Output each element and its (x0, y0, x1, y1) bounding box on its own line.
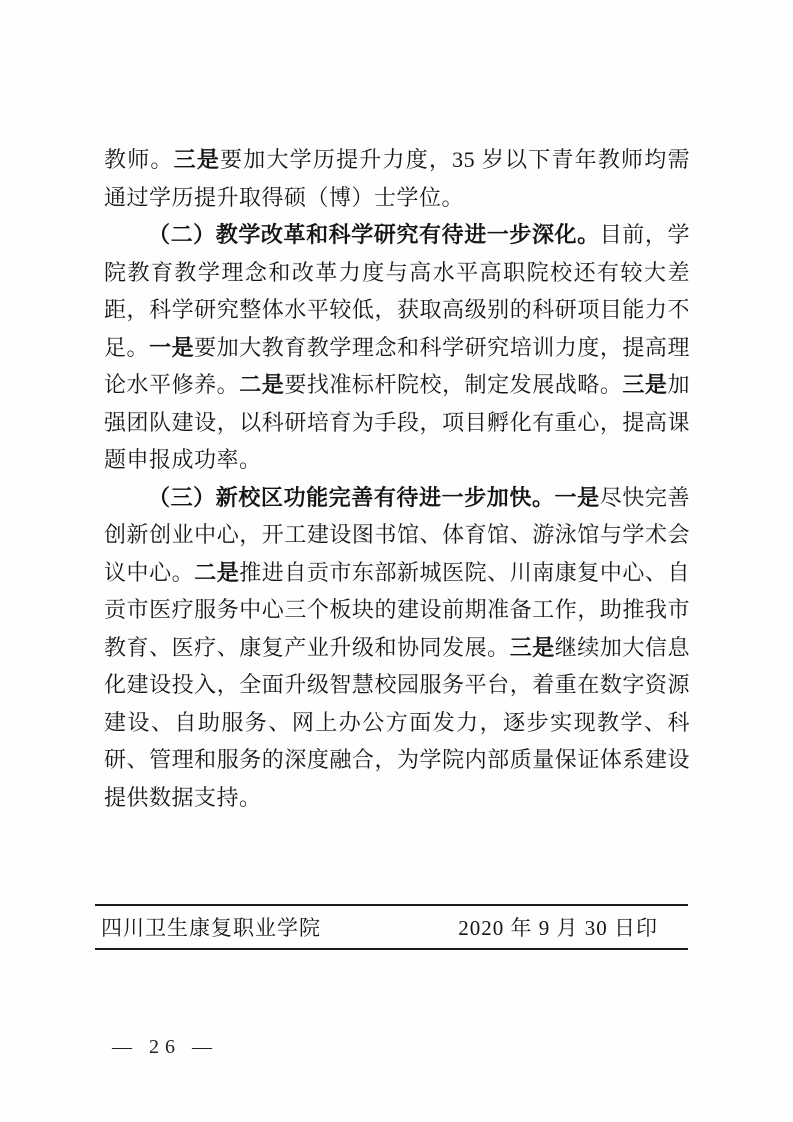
text-segment: 目前，学院教育教学理念和改革力度与高水平高职院校还有较大差距，科学研究整体水平较低，获取高级别的科研项目能力不足。 (104, 222, 690, 360)
paragraph (104, 141, 690, 216)
text-segment: 要加大学历提升力度，35 岁以下青年教师均需通过学历提升取得硕（博）士学位。 (104, 147, 690, 210)
text-segment: 加强团队建设，以科研培育为手段，项目孵化有重心，提高课题申报成功率。 (104, 372, 690, 472)
text-segment: 继续加大信息化建设投入，全面升级智慧校园服务平台，着重在数字资源建设、自助服务、网上办公方面发力，逐步实现教学、科研、管理和服务的深度融合，为学院内部质量保证体系建设提供数据支持。 (104, 634, 690, 810)
text-segment: 教师。 (104, 147, 174, 172)
text-segment: 尽快完善创新创业中心，开工建设图书馆、体育馆、游泳馆与学术会议中心。 (104, 484, 690, 585)
text-segment-bold: 一是 (149, 334, 195, 360)
text-segment-bold: 三是 (622, 372, 668, 397)
section-heading: （二）教学改革和科学研究有待进一步深化。 (148, 222, 600, 247)
page-number: — 26 — (112, 1036, 218, 1058)
section-heading: （三）新校区功能完善有待进一步加快。 (148, 484, 555, 510)
text-segment-bold: 二是 (194, 559, 240, 585)
text-segment: 要加大教育教学理念和科学研究培训力度，提高理论水平修养。 (104, 334, 690, 397)
text-segment-bold: 三是 (509, 634, 555, 660)
paragraph (104, 216, 690, 479)
text-segment-bold: 一是 (554, 484, 600, 510)
text-segment-bold: 三是 (173, 147, 221, 172)
text-segment: 推进自贡市东部新城医院、川南康复中心、自贡市医疗服务中心三个板块的建设前期准备工作，助推我市教育、医疗、康复产业升级和协同发展。 (104, 559, 690, 660)
colophon-bar (95, 904, 688, 950)
print-date: 2020 年 9 月 30 日印 (458, 916, 658, 940)
issuer-name: 四川卫生康复职业学院 (101, 916, 321, 940)
document-body (104, 141, 690, 816)
paragraph (104, 479, 690, 817)
text-segment: 要找准标杆院校，制定发展战略。 (284, 372, 623, 397)
text-segment-bold: 二是 (239, 372, 285, 397)
